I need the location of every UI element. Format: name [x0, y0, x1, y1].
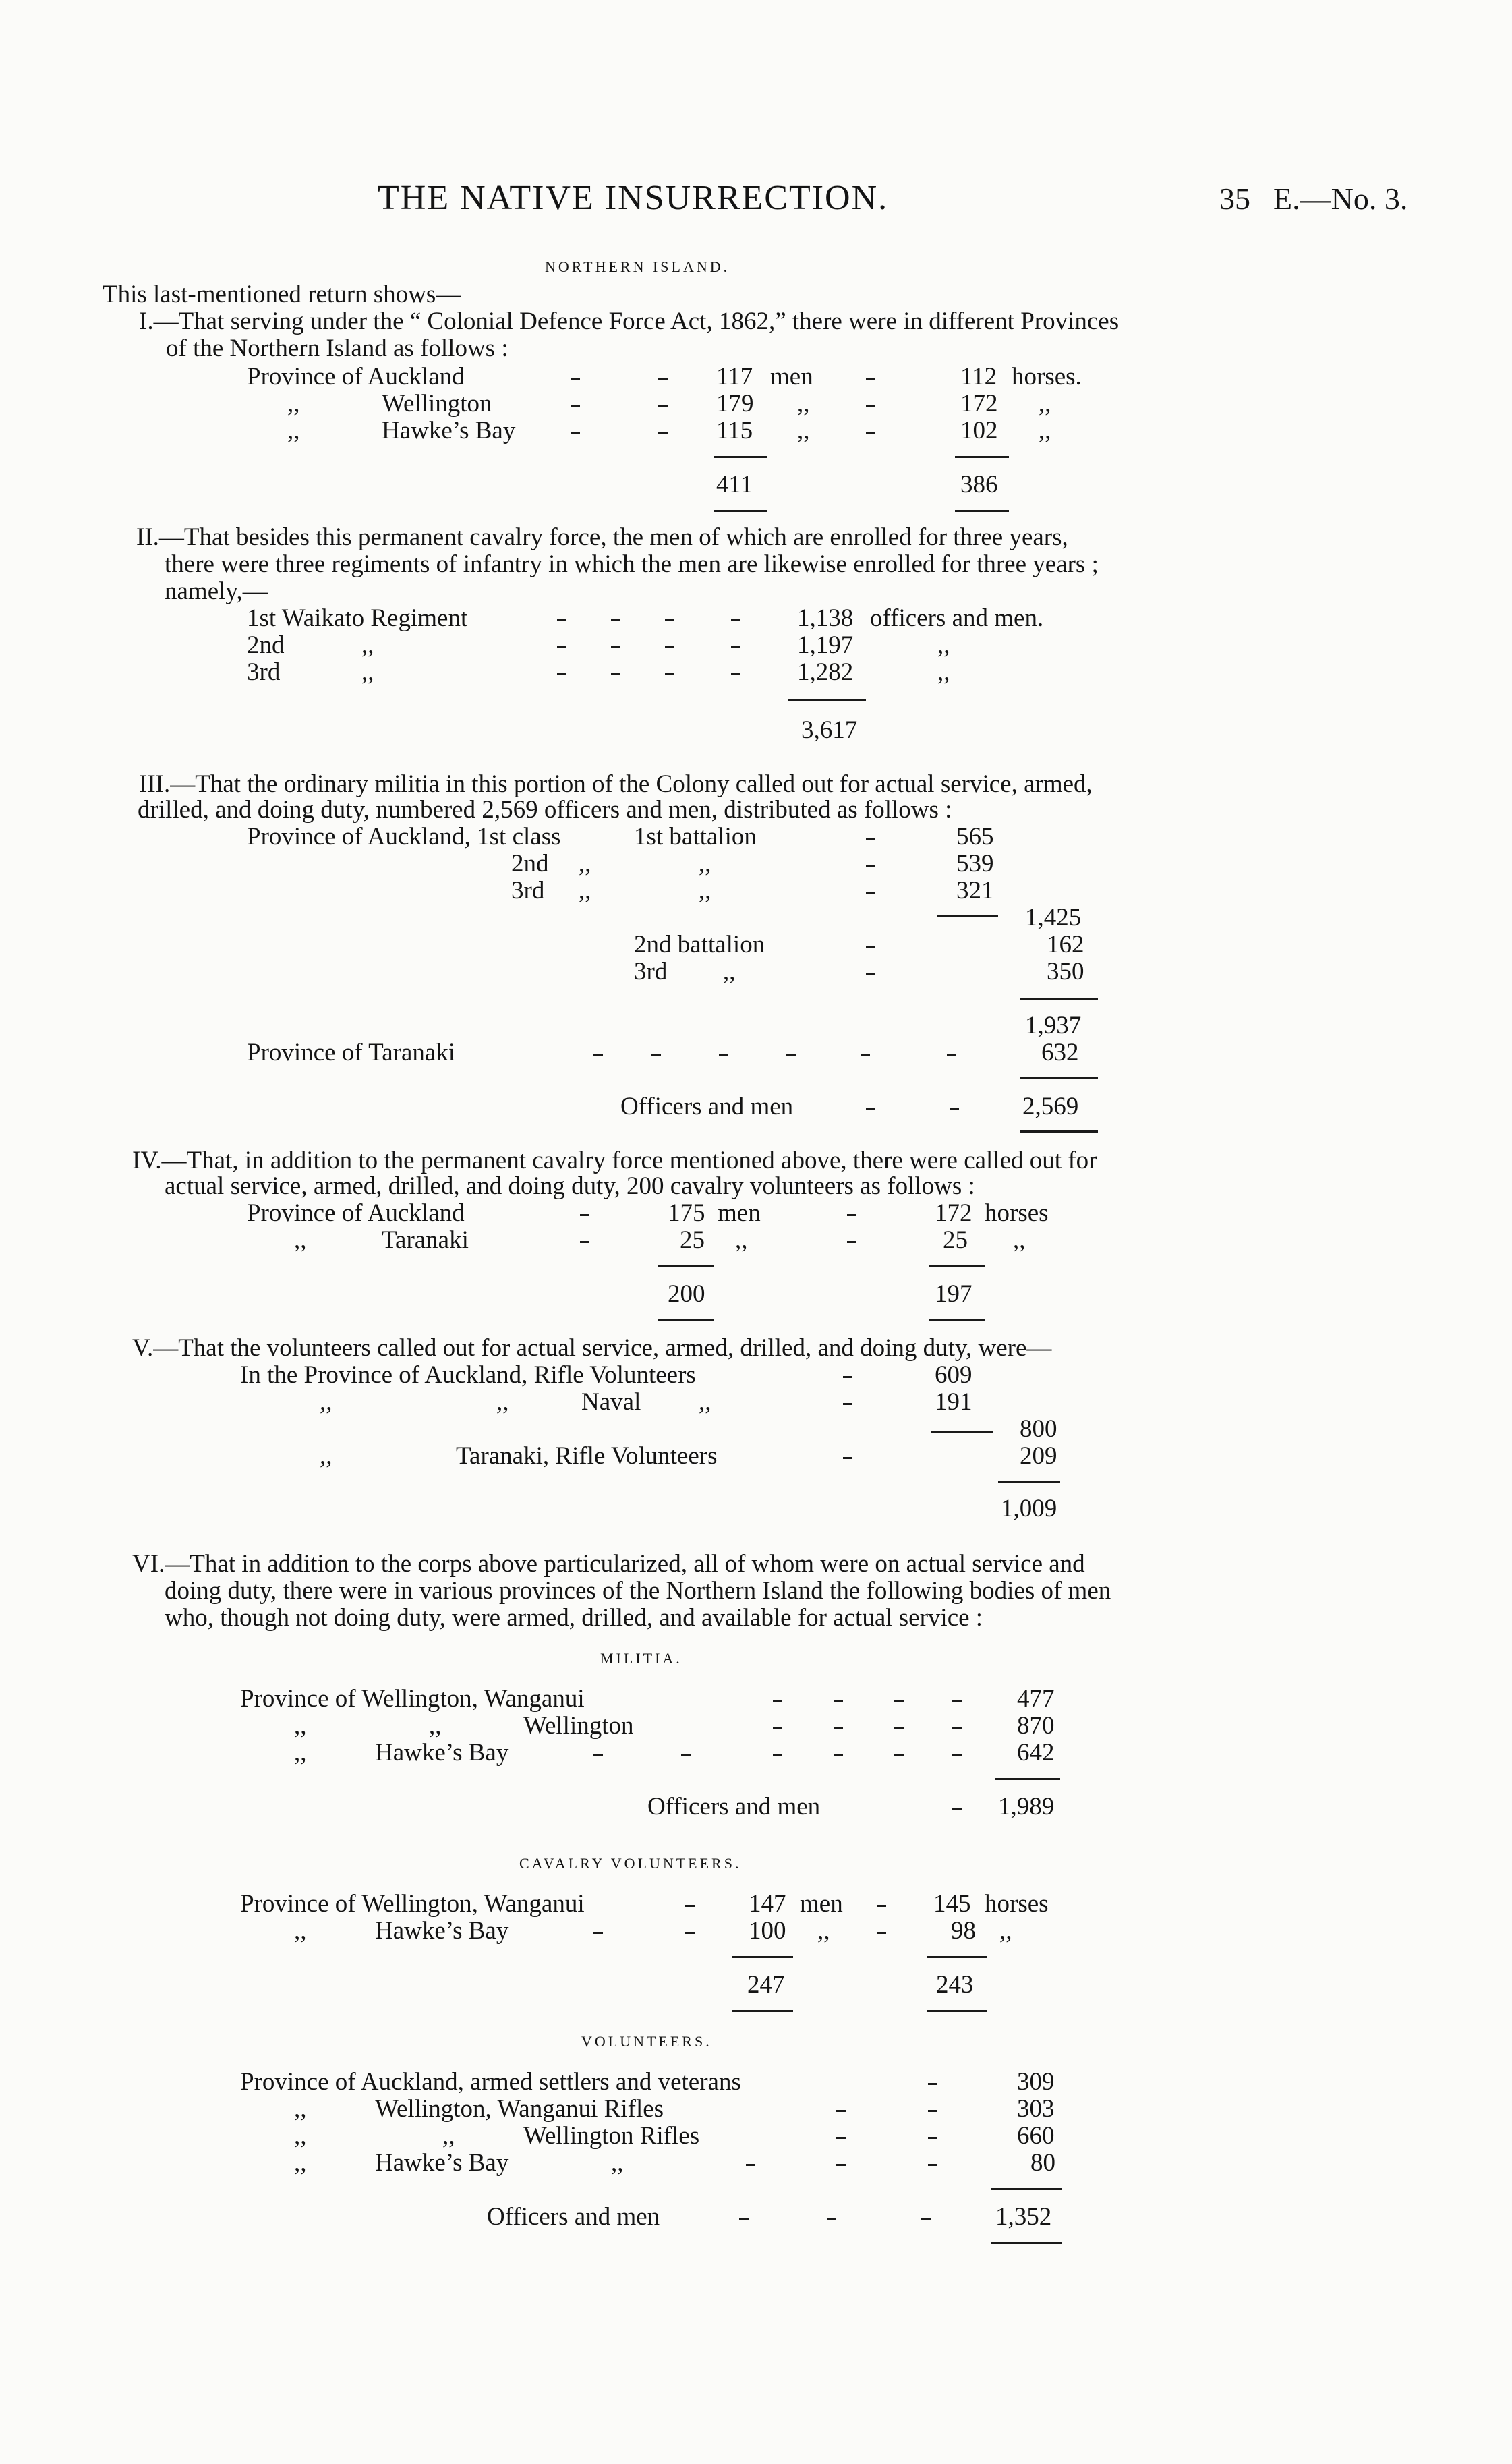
s4-horses: 172	[935, 1199, 972, 1227]
sum-rule	[937, 915, 998, 917]
leader-dash	[739, 2218, 749, 2220]
sum-rule	[995, 1778, 1060, 1780]
s6-cavalry-men: 100	[749, 1917, 786, 1945]
s4-horses-unit: horses	[985, 1199, 1049, 1227]
ditto-mark: ,,	[496, 1388, 509, 1416]
s5-value: 609	[935, 1361, 972, 1389]
s3-officers-label: Officers and men	[620, 1093, 794, 1120]
leader-dash	[651, 1054, 661, 1056]
s3-province-label: Province of Auckland, 1st class	[247, 823, 561, 851]
s5-row-label: In the Province of Auckland, Rifle Volunteers	[240, 1361, 696, 1389]
ditto-mark: ,,	[1013, 1226, 1026, 1254]
sum-rule	[991, 2188, 1062, 2190]
ditto-mark: ,,	[735, 1226, 748, 1254]
sum-rule	[714, 456, 767, 458]
s6-militia-value: 870	[1017, 1712, 1055, 1740]
ditto-mark: ,,	[797, 417, 810, 445]
sum-rule	[732, 2010, 793, 2012]
document-reference: E.—No. 3.	[1273, 181, 1408, 216]
ditto-mark: ,,	[817, 1917, 830, 1945]
s6-militia-total: 1,989	[998, 1793, 1055, 1821]
sum-rule	[1020, 998, 1098, 1000]
s3-value: 565	[956, 823, 994, 851]
ditto-mark: ,,	[699, 877, 711, 905]
s1-row-men: 117	[716, 363, 753, 391]
s2-row-label: 2nd	[247, 631, 285, 659]
leader-dash	[836, 2137, 846, 2139]
s3-value: 162	[1047, 931, 1084, 958]
s6-volunteer-label: Wellington Rifles	[523, 2122, 700, 2150]
s6-volunteer-label: Hawke’s Bay	[375, 2149, 509, 2177]
s4-men: 175	[668, 1199, 705, 1227]
leader-dash	[836, 2110, 846, 2112]
s6-militia-label: Wellington	[523, 1712, 634, 1740]
leader-dash	[786, 1054, 796, 1056]
s1-row-label: Wellington	[382, 390, 492, 418]
s1-row-men: 115	[716, 417, 753, 445]
ditto-mark: ,,	[699, 850, 711, 878]
ditto-mark: ,,	[294, 1712, 307, 1740]
leader-dash	[847, 1214, 856, 1216]
page-number: 35	[1219, 181, 1250, 216]
ditto-mark: ,,	[294, 1917, 307, 1945]
leader-dash	[593, 1932, 603, 1934]
leader-dash	[866, 946, 875, 948]
s6-cavalry-horses-unit: horses	[985, 1890, 1049, 1918]
sum-rule	[658, 1265, 714, 1267]
s3-taranaki-label: Province of Taranaki	[247, 1039, 456, 1066]
sum-rule	[955, 510, 1009, 512]
s6-cavalry-label: Hawke’s Bay	[375, 1917, 509, 1945]
s6-cavalry-total-men: 247	[747, 1971, 785, 1999]
leader-dash	[731, 673, 740, 675]
ditto-mark: ,,	[699, 1388, 711, 1416]
s1-men-unit: men	[770, 363, 813, 391]
s4-row-label: Taranaki	[382, 1226, 469, 1254]
s1-paragraph-line: I.—That serving under the “ Colonial Defence Force Act, 1862,” there were in different Provinces	[139, 308, 1120, 335]
ditto-mark: ,,	[442, 2122, 455, 2150]
leader-dash	[685, 1932, 695, 1934]
s6-militia-label: Hawke’s Bay	[375, 1739, 509, 1767]
s2-row-label: 3rd	[247, 658, 281, 686]
s2-paragraph-line: II.—That besides this permanent cavalry force, the men of which are enrolled for three years,	[136, 523, 1068, 551]
leader-dash	[928, 2110, 937, 2112]
leader-dash	[866, 892, 875, 894]
leader-dash	[894, 1727, 904, 1729]
s6-cavalry-horses: 98	[951, 1917, 976, 1945]
leader-dash	[847, 1241, 856, 1243]
s6-militia-label: Province of Wellington, Wanganui	[240, 1685, 585, 1713]
leader-dash	[834, 1754, 843, 1756]
leader-dash	[557, 646, 566, 648]
s1-total-horses: 386	[960, 471, 998, 498]
s4-paragraph-line: actual service, armed, drilled, and doing duty, 200 cavalry volunteers as follows :	[165, 1172, 975, 1200]
leader-dash	[952, 1808, 962, 1810]
leader-dash	[866, 865, 875, 867]
s6-cavalry-men: 147	[749, 1890, 786, 1918]
leader-dash	[843, 1376, 852, 1378]
s3-total: 2,569	[1022, 1093, 1079, 1120]
sum-rule	[991, 2242, 1062, 2244]
leader-dash	[827, 2218, 836, 2220]
leader-dash	[836, 2164, 846, 2166]
s4-men: 25	[680, 1226, 705, 1254]
sum-rule	[1020, 1130, 1098, 1133]
ditto-mark: ,,	[320, 1442, 332, 1470]
s5-value: 209	[1020, 1442, 1057, 1470]
leader-dash	[928, 2083, 937, 2085]
ditto-mark: ,,	[937, 631, 950, 659]
leader-dash	[658, 432, 668, 434]
ditto-mark: ,,	[287, 417, 300, 445]
leader-dash	[843, 1403, 852, 1405]
s4-total-men: 200	[668, 1280, 705, 1308]
leader-dash	[557, 619, 566, 621]
ditto-mark: ,,	[294, 2122, 307, 2150]
ditto-mark: ,,	[361, 631, 374, 659]
ditto-mark: ,,	[611, 2149, 624, 2177]
leader-dash	[834, 1700, 843, 1702]
s2-row-unit: officers and men.	[870, 604, 1044, 632]
ditto-mark: ,,	[1039, 417, 1051, 445]
sum-rule	[788, 699, 866, 701]
s1-horses-unit: horses.	[1012, 363, 1082, 391]
sum-rule	[927, 1956, 987, 1958]
leader-dash	[894, 1754, 904, 1756]
leader-dash	[571, 432, 580, 434]
sum-rule	[927, 2010, 987, 2012]
leader-dash	[571, 405, 580, 407]
s4-row-label: Province of Auckland	[247, 1199, 465, 1227]
s2-row-value: 1,138	[797, 604, 854, 632]
leader-dash	[658, 378, 668, 380]
s6-volunteer-value: 80	[1030, 2149, 1055, 2177]
leader-dash	[611, 673, 620, 675]
militia-heading: MILITIA.	[600, 1650, 682, 1667]
s1-row-horses: 172	[960, 390, 998, 418]
leader-dash	[834, 1727, 843, 1729]
leader-dash	[773, 1700, 782, 1702]
leader-dash	[658, 405, 668, 407]
leader-dash	[580, 1241, 589, 1243]
leader-dash	[665, 673, 674, 675]
s2-row-value: 1,282	[797, 658, 854, 686]
s3-battalion-label: 2nd battalion	[634, 931, 765, 958]
cavalry-volunteers-heading: CAVALRY VOLUNTEERS.	[519, 1855, 742, 1872]
ditto-mark: ,,	[723, 958, 736, 985]
s6-volunteer-label: Wellington, Wanganui Rifles	[375, 2095, 664, 2123]
sum-rule	[929, 1265, 985, 1267]
s3-class-label: 3rd	[511, 877, 545, 905]
leader-dash	[571, 378, 580, 380]
leader-dash	[952, 1727, 962, 1729]
s6-volunteer-total: 1,352	[995, 2203, 1052, 2231]
s1-row-men: 179	[716, 390, 754, 418]
s1-row-horses: 112	[960, 363, 997, 391]
s3-subtotal: 1,937	[1025, 1012, 1082, 1039]
ditto-mark: ,,	[294, 2095, 307, 2123]
s6-volunteer-value: 309	[1017, 2068, 1055, 2096]
leader-dash	[928, 2164, 937, 2166]
sum-rule	[1020, 1077, 1098, 1079]
leader-dash	[861, 1054, 870, 1056]
leader-dash	[611, 646, 620, 648]
s3-value: 632	[1041, 1039, 1079, 1066]
leader-dash	[921, 2218, 931, 2220]
sum-rule	[998, 1481, 1060, 1483]
s6-cavalry-men-unit: men	[800, 1890, 843, 1918]
leader-dash	[843, 1457, 852, 1459]
s1-row-horses: 102	[960, 417, 998, 445]
ditto-mark: ,,	[999, 1917, 1012, 1945]
leader-dash	[611, 619, 620, 621]
leader-dash	[894, 1700, 904, 1702]
s1-total-men: 411	[716, 471, 753, 498]
leader-dash	[719, 1054, 728, 1056]
s5-row-label: Naval	[581, 1388, 641, 1416]
leader-dash	[866, 378, 875, 380]
leader-dash	[665, 619, 674, 621]
s3-subtotal: 1,425	[1025, 904, 1082, 932]
s6-paragraph-line: VI.—That in addition to the corps above particularized, all of whom were on actual service and	[132, 1550, 1085, 1578]
s2-total: 3,617	[801, 716, 858, 744]
leader-dash	[952, 1754, 962, 1756]
ditto-mark: ,,	[320, 1388, 332, 1416]
ditto-mark: ,,	[361, 658, 374, 686]
s1-paragraph-line: of the Northern Island as follows :	[166, 335, 508, 362]
leader-dash	[731, 646, 740, 648]
sum-rule	[714, 510, 767, 512]
s6-cavalry-label: Province of Wellington, Wanganui	[240, 1890, 585, 1918]
leader-dash	[557, 673, 566, 675]
leader-dash	[593, 1054, 603, 1056]
s5-total: 1,009	[1001, 1495, 1057, 1522]
s1-row-label: Province of Auckland	[247, 363, 465, 391]
volunteers-heading: VOLUNTEERS.	[581, 2033, 712, 2050]
leader-dash	[665, 646, 674, 648]
s4-horses: 25	[943, 1226, 968, 1254]
s2-paragraph-line: namely,—	[165, 577, 268, 605]
s6-cavalry-total-horses: 243	[936, 1971, 974, 1999]
leader-dash	[731, 619, 740, 621]
s6-militia-officers-label: Officers and men	[647, 1793, 821, 1821]
s4-total-horses: 197	[935, 1280, 972, 1308]
s3-value: 539	[956, 850, 994, 878]
s2-row-label: 1st Waikato Regiment	[247, 604, 468, 632]
leader-dash	[928, 2137, 937, 2139]
leader-dash	[952, 1700, 962, 1702]
s6-militia-value: 642	[1017, 1739, 1055, 1767]
sum-rule	[929, 1319, 985, 1321]
leader-dash	[593, 1754, 603, 1756]
leader-dash	[947, 1054, 956, 1056]
leader-dash	[866, 432, 875, 434]
section-heading: NORTHERN ISLAND.	[545, 258, 730, 275]
s3-paragraph-line: III.—That the ordinary militia in this portion of the Colony called out for actual service, armed,	[139, 770, 1093, 798]
s3-value: 350	[1047, 958, 1084, 985]
s3-class-label: 3rd	[634, 958, 668, 985]
s5-row-label: Taranaki, Rifle Volunteers	[456, 1442, 718, 1470]
leader-dash	[773, 1727, 782, 1729]
s6-volunteer-officers-label: Officers and men	[487, 2203, 660, 2231]
sum-rule	[732, 1956, 793, 1958]
ditto-mark: ,,	[579, 850, 591, 878]
ditto-mark: ,,	[797, 390, 810, 418]
leader-dash	[866, 405, 875, 407]
s6-paragraph-line: who, though not doing duty, were armed, drilled, and available for actual service :	[165, 1604, 983, 1632]
leader-dash	[580, 1214, 589, 1216]
sum-rule	[955, 456, 1009, 458]
s5-value: 191	[935, 1388, 972, 1416]
ditto-mark: ,,	[294, 2149, 307, 2177]
leader-dash	[877, 1905, 886, 1907]
leader-dash	[746, 2164, 755, 2166]
ditto-mark: ,,	[937, 658, 950, 686]
s3-value: 321	[956, 877, 994, 905]
leader-dash	[950, 1108, 959, 1110]
s5-paragraph-line: V.—That the volunteers called out for actual service, armed, drilled, and doing duty, were—	[132, 1334, 1052, 1362]
s1-row-label: Hawke’s Bay	[382, 417, 516, 445]
intro-text: This last-mentioned return shows—	[103, 281, 461, 308]
leader-dash	[773, 1754, 782, 1756]
s6-militia-value: 477	[1017, 1685, 1055, 1713]
s2-paragraph-line: there were three regiments of infantry in which the men are likewise enrolled for three years ;	[165, 550, 1099, 578]
s4-paragraph-line: IV.—That, in addition to the permanent cavalry force mentioned above, there were called out for	[132, 1147, 1097, 1174]
leader-dash	[866, 838, 875, 840]
s6-volunteer-label: Province of Auckland, armed settlers and veterans	[240, 2068, 741, 2096]
leader-dash	[866, 973, 875, 975]
s6-volunteer-value: 303	[1017, 2095, 1055, 2123]
leader-dash	[685, 1905, 695, 1907]
ditto-mark: ,,	[287, 390, 300, 418]
page-title: THE NATIVE INSURRECTION.	[378, 179, 889, 217]
ditto-mark: ,,	[579, 877, 591, 905]
s3-paragraph-line: drilled, and doing duty, numbered 2,569 officers and men, distributed as follows :	[138, 796, 952, 824]
s6-paragraph-line: doing duty, there were in various provinces of the Northern Island the following bodies of men	[165, 1577, 1111, 1605]
leader-dash	[877, 1932, 886, 1934]
ditto-mark: ,,	[294, 1226, 307, 1254]
s2-row-value: 1,197	[797, 631, 854, 659]
ditto-mark: ,,	[294, 1739, 307, 1767]
ditto-mark: ,,	[429, 1712, 442, 1740]
s6-volunteer-value: 660	[1017, 2122, 1055, 2150]
s3-class-label: 2nd	[511, 850, 549, 878]
s3-battalion-label: 1st battalion	[634, 823, 757, 851]
sum-rule	[658, 1319, 714, 1321]
leader-dash	[681, 1754, 691, 1756]
s6-cavalry-horses: 145	[933, 1890, 971, 1918]
s5-subtotal: 800	[1020, 1415, 1057, 1443]
leader-dash	[866, 1108, 875, 1110]
s4-men-unit: men	[718, 1199, 761, 1227]
sum-rule	[931, 1431, 993, 1433]
ditto-mark: ,,	[1039, 390, 1051, 418]
